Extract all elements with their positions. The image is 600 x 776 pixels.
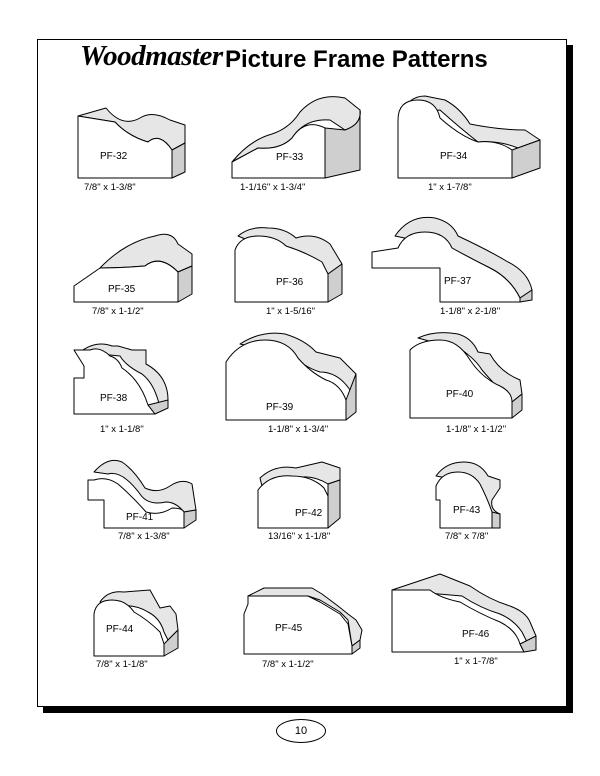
page-title: Picture Frame Patterns [225,46,488,73]
pattern-code: PF-33 [276,152,304,163]
profile-pf-32 [78,108,185,178]
profile-pf-46 [392,574,536,652]
pattern-size: 1" x 1-1/8" [100,424,144,435]
pattern-code: PF-44 [106,624,134,635]
pattern-size: 7/8" x 1-1/2" [92,306,144,317]
pattern-code: PF-45 [275,623,303,634]
pattern-code: PF-42 [295,508,323,519]
pattern-code: PF-39 [266,402,294,413]
pattern-size: 13/16" x 1-1/8" [268,531,331,542]
pattern-size: 1-1/8" x 1-3/4" [268,424,329,435]
pattern-size: 7/8" x 1-1/8" [96,659,148,670]
pattern-size: 1-1/8" x 1-1/2" [446,424,507,435]
pattern-size: 1-1/16" x 1-3/4" [240,182,306,193]
profile-pf-37 [372,217,532,302]
profile-pf-43 [436,462,500,528]
pattern-code: PF-36 [276,277,304,288]
pattern-size: 7/8" x 1-1/2" [262,659,314,670]
profile-pf-34 [398,96,540,178]
pattern-code: PF-37 [444,276,472,287]
pattern-size: 7/8" x 1-3/8" [118,531,170,542]
pattern-size: 1-1/8" x 2-1/8" [440,306,501,317]
pattern-code: PF-41 [126,512,154,523]
pattern-code: PF-34 [440,151,468,162]
pattern-code: PF-38 [100,393,128,404]
profile-pf-36 [235,228,342,302]
page-number: 10 [276,719,326,743]
pattern-code: PF-46 [462,629,490,640]
pattern-size: 7/8" x 1-3/8" [84,182,136,193]
pattern-size: 1" x 1-7/8" [428,182,472,193]
pattern-size: 7/8" x 7/8" [445,531,489,542]
pattern-size: 1" x 1-5/16" [266,306,315,317]
pattern-code: PF-43 [453,505,481,516]
pattern-code: PF-35 [108,284,136,295]
profile-pf-40 [410,333,522,418]
profile-pf-44 [94,590,178,656]
pattern-code: PF-32 [100,151,128,162]
profile-pf-33 [232,97,360,178]
pattern-code: PF-40 [446,389,474,400]
pattern-size: 1" x 1-7/8" [454,656,498,667]
profile-pf-45 [244,588,362,654]
brand-logo: Woodmaster [80,40,223,72]
